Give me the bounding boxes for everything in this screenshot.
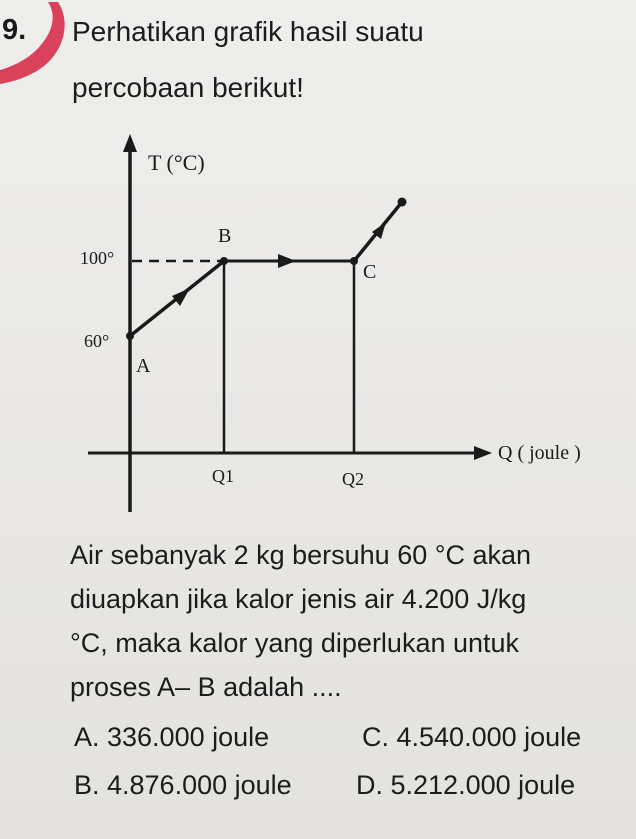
graph-guides bbox=[132, 261, 354, 453]
arrow-ab-icon bbox=[172, 288, 190, 306]
option-b[interactable]: B. 4.876.000 joule bbox=[74, 770, 292, 800]
temperature-heat-graph bbox=[0, 120, 636, 520]
question-intro-line-2: percobaan berikut! bbox=[72, 72, 304, 103]
problem-line-1: Air sebanyak 2 kg bersuhu 60 °C akan bbox=[70, 540, 532, 570]
problem-line-4: proses A– B adalah .... bbox=[70, 672, 342, 702]
option-a[interactable]: A. 336.000 joule bbox=[74, 722, 270, 752]
y-axis-arrow-icon bbox=[123, 134, 137, 152]
point-b-label: B bbox=[218, 225, 232, 247]
point-c-dot bbox=[350, 257, 358, 265]
arrow-bc-icon bbox=[278, 254, 296, 268]
x-tick-q2: Q2 bbox=[342, 469, 364, 489]
x-axis-label: Q ( joule ) bbox=[498, 442, 581, 464]
y-axis-label: T (°C) bbox=[148, 150, 205, 175]
y-tick-60: 60° bbox=[84, 331, 110, 351]
x-axis-arrow-icon bbox=[474, 446, 492, 460]
problem-line-3: °C, maka kalor yang diperlukan untuk bbox=[70, 628, 520, 658]
y-tick-100: 100° bbox=[80, 248, 115, 268]
point-a-label: A bbox=[136, 355, 151, 377]
point-a-dot bbox=[126, 332, 134, 340]
option-d[interactable]: D. 5.212.000 joule bbox=[356, 770, 576, 800]
end-point-dot bbox=[398, 198, 407, 207]
option-c[interactable]: C. 4.540.000 joule bbox=[362, 722, 582, 752]
problem-line-2: diuapkan jika kalor jenis air 4.200 J/kg bbox=[70, 584, 527, 614]
x-tick-q1: Q1 bbox=[212, 466, 234, 486]
point-b-dot bbox=[220, 257, 228, 265]
point-c-label: C bbox=[363, 261, 377, 283]
question-number: 9. bbox=[2, 14, 27, 46]
question-intro-line-1: Perhatikan grafik hasil suatu bbox=[72, 16, 424, 47]
graph-labels bbox=[80, 150, 581, 489]
